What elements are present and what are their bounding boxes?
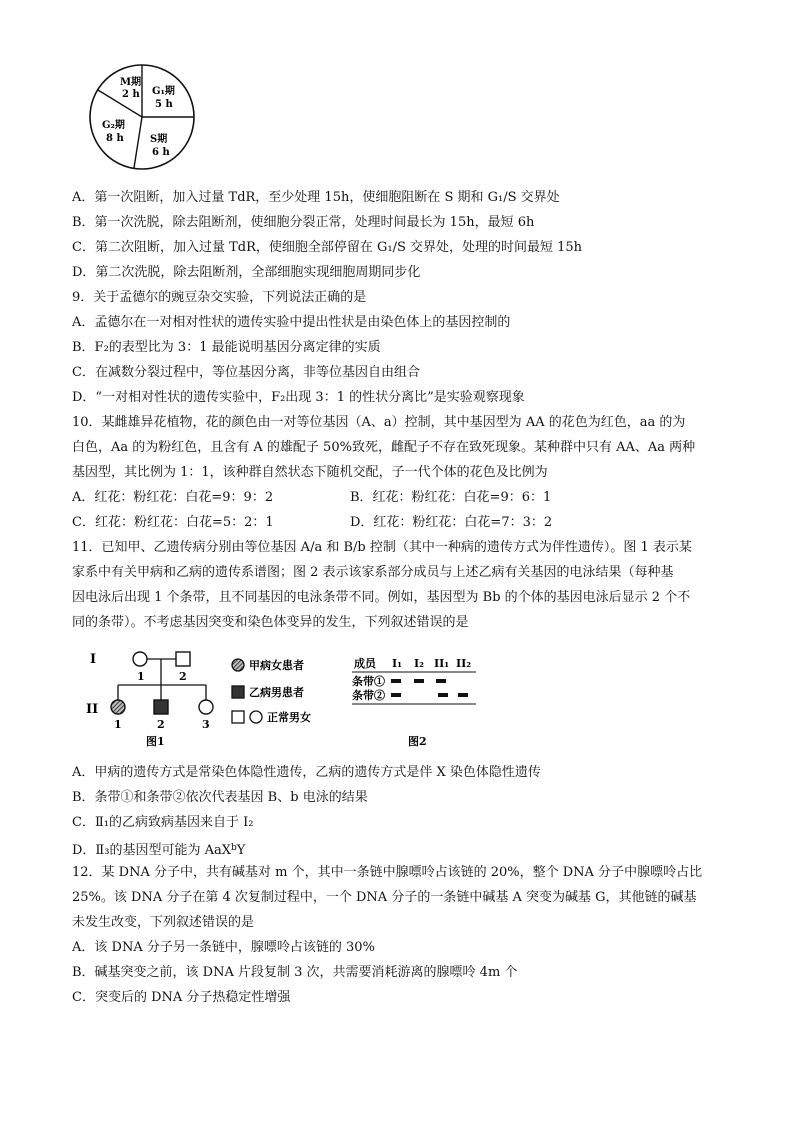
q12-stem-line-3: 未发生改变，下列叙述错误的是 <box>72 915 255 930</box>
q9-option-d: D．“一对相对性状的遗传实验中，F₂出现 3：1 的性状分离比”是实验观察现象 <box>72 390 525 405</box>
q10-option-a: A．红花：粉红花：白花=9：9：2 <box>72 490 274 505</box>
q10-option-d: D．红花：粉红花：白花=7：3：2 <box>350 515 553 530</box>
q11-option-d-prefix: D．Ⅱ₃的基因型可能为 AaX <box>72 843 231 858</box>
fig2-col-i1: I₁ <box>392 657 402 670</box>
legend-disease-a-icon <box>232 659 244 671</box>
pie-label-g2: G₂期 <box>102 120 125 131</box>
legend-normal-label: 正常男女 <box>267 711 311 724</box>
q12-option-c: C．突变后的 DNA 分子热稳定性增强 <box>72 990 291 1005</box>
pie-time-g1: 5 h <box>155 99 173 110</box>
q12-stem-line-1: 12．某 DNA 分子中，共有碱基对 m 个，其中一条链中腺嘌呤占该链的 20%，整个 DNA 分子中腺嘌呤占比 <box>72 865 703 880</box>
q9-option-a: A．孟德尔在一对相对性状的遗传实验中提出性状是由染色体上的基因控制的 <box>72 315 511 330</box>
pie-time-g2: 8 h <box>106 133 124 144</box>
q10-option-b: B．红花：粉红花：白花=9：6：1 <box>350 490 552 505</box>
pie-label-s: S期 <box>150 134 168 145</box>
q10-option-c: C．红花：粉红花：白花=5：2：1 <box>72 515 274 530</box>
band-2-ii1 <box>438 693 448 697</box>
generation-i-label: I <box>90 652 97 667</box>
q12-option-a: A．该 DNA 分子另一条链中，腺嘌呤占该链的 30% <box>72 940 375 955</box>
band-2-ii2 <box>458 693 468 697</box>
q12-stem-line-2: 25%。该 DNA 分子在第 4 次复制过程中，一个 DNA 分子的一条链中碱基 A 突变为碱基 G，其他链的碱基 <box>72 890 697 905</box>
pie-divider-bottom <box>134 117 142 168</box>
band-1-i1 <box>391 679 401 683</box>
figure-2-electrophoresis <box>352 656 476 748</box>
legend-disease-a-label: 甲病女患者 <box>249 659 304 672</box>
q8-option-a: A．第一次阻断，加入过量 TdR，至少处理 15h，使细胞阻断在 S 期和 G₁/S 交界处 <box>72 190 560 205</box>
fig2-col-ii2: II₂ <box>456 657 472 670</box>
generation-ii-label: II <box>86 702 99 717</box>
q10-stem-line-2: 白色，Aa 的为粉红色，且含有 A 的雄配子 50%致死，雌配子不存在致死现象。某种群中只有 AA、Aa 两种 <box>72 440 696 455</box>
ii3-normal-female <box>199 700 213 714</box>
cell-cycle-pie-chart <box>82 62 212 172</box>
q8-option-b: B．第一次洗脱，除去阻断剂，使细胞分裂正常，处理时间最长为 15h，最短 6h <box>72 215 535 230</box>
fig2-col-ii1: II₁ <box>434 657 450 670</box>
pie-label-m: M期 <box>120 77 142 88</box>
q10-stem-line-1: 10．某雌雄异花植物，花的颜色由一对等位基因（A、a）控制，其中基因型为 AA 的花色为红色，aa 的为 <box>72 415 686 430</box>
q9-stem: 9．关于孟德尔的豌豆杂交实验，下列说法正确的是 <box>72 290 367 305</box>
q12-option-b: B．碱基突变之前，该 DNA 片段复制 3 次，共需要消耗游离的腺嘌呤 4m 个 <box>72 965 518 980</box>
q8-option-c: C．第二次阻断，加入过量 TdR，使细胞全部停留在 G₁/S 交界处，处理的时间最短 15h <box>72 240 583 255</box>
q11-option-d-superscript: b <box>231 843 237 853</box>
q10-options-row-2 <box>72 513 732 533</box>
q11-stem-line-1: 11．已知甲、乙遗传病分别由等位基因 A/a 和 B/b 控制（其中一种病的遗传方式为伴性遗传）。图 1 表示某 <box>72 540 692 555</box>
legend-disease-b-label: 乙病男患者 <box>249 686 304 699</box>
pedigree-and-electrophoresis-figure <box>86 645 526 757</box>
q11-option-b: B．条带①和条带②依次代表基因 B、b 电泳的结果 <box>72 790 368 805</box>
band-1-ii1 <box>436 679 446 683</box>
ii2-disease-b-male <box>154 700 168 714</box>
band-2-i1 <box>391 693 401 697</box>
i1-number: 1 <box>137 670 145 683</box>
q11-option-a: A．甲病的遗传方式是常染色体隐性遗传，乙病的遗传方式是伴 X 染色体隐性遗传 <box>72 765 541 780</box>
i2-number: 2 <box>179 670 187 683</box>
ii1-disease-a-female <box>111 700 125 714</box>
q9-option-c: C．在减数分裂过程中，等位基因分离，非等位基因自由组合 <box>72 365 420 380</box>
q11-option-c: C．Ⅱ₁的乙病致病基因来自于 I₂ <box>72 815 254 830</box>
pie-time-m: 2 h <box>122 89 140 100</box>
i2-normal-male <box>176 652 190 666</box>
q8-option-d: D．第二次洗脱，除去阻断剂，全部细胞实现细胞周期同步化 <box>72 265 421 280</box>
i1-normal-female <box>133 652 147 666</box>
ii1-number: 1 <box>114 718 122 731</box>
legend-disease-b-icon <box>232 686 244 698</box>
pie-time-s: 6 h <box>152 147 170 158</box>
q11-option-d-suffix: Y <box>236 843 246 858</box>
q11-stem-line-4: 同的条带）。不考虑基因突变和染色体变异的发生，下列叙述错误的是 <box>72 615 469 630</box>
ii3-number: 3 <box>202 718 210 731</box>
q11-option-d <box>72 838 732 861</box>
q10-stem-line-3: 基因型，其比例为 1：1，该种群自然状态下随机交配，子一代个体的花色及比例为 <box>72 465 548 480</box>
q10-options-row-1 <box>72 488 732 508</box>
figure-1-pedigree <box>86 652 311 748</box>
legend-normal-male-icon <box>232 711 244 723</box>
band-1-i2 <box>414 679 424 683</box>
fig2-col-i2: I₂ <box>414 657 424 670</box>
fig2-header-member: 成员 <box>354 657 376 670</box>
figure-2-caption: 图2 <box>408 735 427 748</box>
q9-option-b: B．F₂的表型比为 3：1 最能说明基因分离定律的实质 <box>72 340 381 355</box>
legend-normal-female-icon <box>250 711 262 723</box>
fig2-band-2-label: 条带② <box>352 689 385 702</box>
ii2-number: 2 <box>157 718 165 731</box>
q11-stem-line-2: 家系中有关甲病和乙病的遗传系谱图；图 2 表示该家系部分成员与上述乙病有关基因的电泳结果（每种基 <box>72 565 674 580</box>
figure-1-caption: 图1 <box>146 735 165 748</box>
fig2-band-1-label: 条带① <box>352 675 385 688</box>
pie-label-g1: G₁期 <box>152 86 175 97</box>
q11-stem-line-3: 因电泳后出现 1 个条带，且不同基因的电泳条带不同。例如，基因型为 Bb 的个体的基因电泳后显示 2 个不 <box>72 590 691 605</box>
